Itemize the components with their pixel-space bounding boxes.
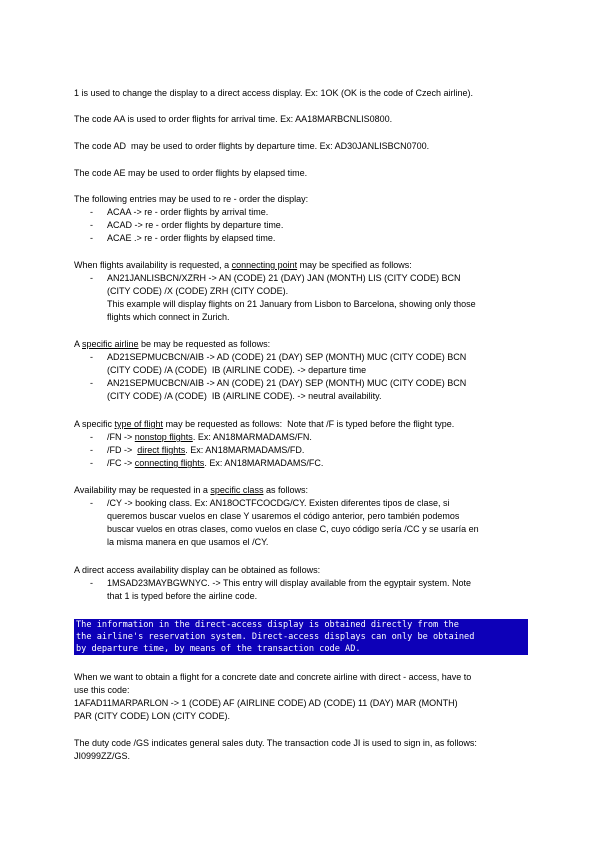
bullet: - <box>90 458 93 468</box>
text: A specific <box>74 419 115 429</box>
concrete-line: When we want to obtain a flight for a concrete date and concrete airline with direct - access, have to <box>74 672 472 682</box>
airline-intro <box>74 338 270 351</box>
airline-line: (CITY CODE) /A (CODE) IB (AIRLINE CODE). -> departure time <box>107 365 367 375</box>
bullet: - <box>90 233 93 243</box>
text: Availability may be requested in a <box>74 485 211 495</box>
text: . Ex: AN18MARMADAMS/FC. <box>204 458 324 468</box>
term: connecting flights <box>134 458 205 468</box>
para-direct-access: 1 is used to change the display to a direct access display. Ex: 1OK (OK is the code of Czech airline). <box>74 88 474 98</box>
text: /FC -> <box>107 458 135 468</box>
text: as follows: <box>263 485 308 495</box>
specific-airline-term: specific airline <box>82 339 139 349</box>
connect-line: flights which connect in Zurich. <box>107 312 230 322</box>
text: be may be requested as follows: <box>138 339 271 349</box>
class-line: /CY -> booking class. Ex: AN18OCTFCOCDG/CY. Existen diferentes tipos de clase, si <box>107 498 450 508</box>
flighttype-item <box>107 457 323 470</box>
type-of-flight-term: type of flight <box>114 419 164 429</box>
flighttype-intro <box>74 418 454 431</box>
bullet: - <box>90 378 93 388</box>
para-code-ae: The code AE may be used to order flights by elapsed time. <box>74 168 308 178</box>
duty-line: The duty code /GS indicates general sales duty. The transaction code JI is used to sign in, as follows: <box>74 738 477 748</box>
text: A <box>74 339 83 349</box>
text: /FD -> <box>107 445 138 455</box>
direct-intro: A direct access availability display can be obtained as follows: <box>74 565 321 575</box>
text: /FN -> <box>107 432 135 442</box>
text: may be requested as follows: Note that /F is typed before the flight type. <box>163 419 455 429</box>
para-code-ad: The code AD may be used to order flights by departure time. Ex: AD30JANLISBCN0700. <box>74 141 430 151</box>
banner-line: by departure time, by means of the transaction code AD. <box>76 644 361 654</box>
concrete-line: PAR (CITY CODE) LON (CITY CODE). <box>74 711 231 721</box>
bullet: - <box>90 207 93 217</box>
class-intro <box>74 484 308 497</box>
direct-line: that 1 is typed before the airline code. <box>107 591 258 601</box>
reorder-item-3: ACAE .> re - order flights by elapsed time. <box>107 233 276 243</box>
flighttype-item <box>107 444 304 457</box>
concrete-line: use this code: <box>74 685 130 695</box>
text: may be specified as follows: <box>297 260 412 270</box>
reorder-item-1: ACAA -> re - order flights by arrival time. <box>107 207 269 217</box>
reorder-intro: The following entries may be used to re - order the display: <box>74 194 309 204</box>
airline-line: AD21SEPMUCBCN/AIB -> AD (CODE) 21 (DAY) SEP (MONTH) MUC (CITY CODE) BCN <box>107 352 467 362</box>
text: . Ex: AN18MARMADAMS/FN. <box>192 432 312 442</box>
text: . Ex: AN18MARMADAMS/FD. <box>185 445 305 455</box>
flighttype-item <box>107 431 312 444</box>
bullet: - <box>90 432 93 442</box>
airline-line: (CITY CODE) /A (CODE) IB (AIRLINE CODE). -> neutral availability. <box>107 391 382 401</box>
connect-line: This example will display flights on 21 January from Lisbon to Barcelona, showing only those <box>107 299 476 309</box>
connect-line: AN21JANLISBCN/XZRH -> AN (CODE) 21 (DAY) JAN (MONTH) LIS (CITY CODE) BCN <box>107 273 461 283</box>
bullet: - <box>90 220 93 230</box>
bullet: - <box>90 498 93 508</box>
text: When flights availability is requested, a <box>74 260 232 270</box>
duty-line: JI0999ZZ/GS. <box>74 751 131 761</box>
class-line: queremos buscar vuelos en clase Y usaremos el código anterior, pero también podemos <box>107 511 460 521</box>
airline-line: AN21SEPMUCBCN/AIB -> AN (CODE) 21 (DAY) SEP (MONTH) MUC (CITY CODE) BCN <box>107 378 467 388</box>
specific-class-term: specific class <box>210 485 264 495</box>
connect-intro <box>74 259 412 272</box>
reorder-item-2: ACAD -> re - order flights by departure time. <box>107 220 284 230</box>
direct-line: 1MSAD23MAYBGWNYC. -> This entry will display available from the egyptair system. Note <box>107 578 472 588</box>
banner-line: The information in the direct-access display is obtained directly from the <box>76 620 459 630</box>
concrete-line: 1AFAD11MARPARLON -> 1 (CODE) AF (AIRLINE CODE) AD (CODE) 11 (DAY) MAR (MONTH) <box>74 698 458 708</box>
para-code-aa: The code AA is used to order flights for arrival time. Ex: AA18MARBCNLIS0800. <box>74 114 393 124</box>
bullet: - <box>90 578 93 588</box>
term: nonstop flights <box>134 432 193 442</box>
connect-line: (CITY CODE) /X (CODE) ZRH (CITY CODE). <box>107 286 289 296</box>
terminal-note-banner <box>74 619 528 655</box>
banner-line: the airline's reservation system. Direct-access displays can only be obtained <box>76 632 475 642</box>
bullet: - <box>90 273 93 283</box>
class-line: buscar vuelos en otras clases, como vuelos en clase C, cuyo código sería /CC y se usaría en <box>107 524 479 534</box>
bullet: - <box>90 352 93 362</box>
bullet: - <box>90 445 93 455</box>
connecting-point-term: connecting point <box>231 260 298 270</box>
class-line: la misma manera en que usamos el /CY. <box>107 537 269 547</box>
term: direct flights <box>137 445 186 455</box>
